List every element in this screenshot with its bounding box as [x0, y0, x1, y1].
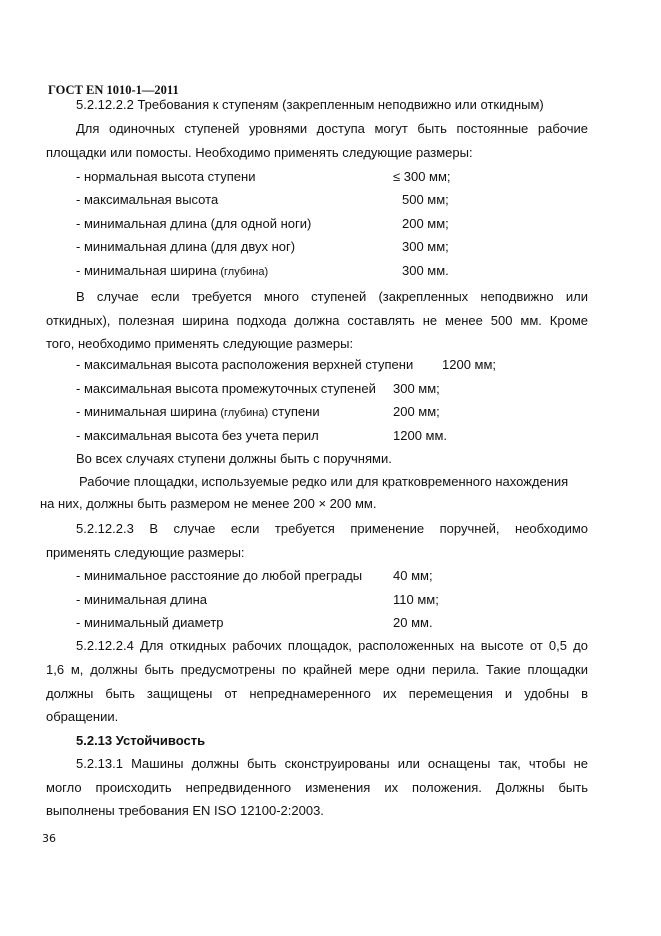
label-small-text: (глубина): [220, 266, 269, 278]
list-item-label: - минимальное расстояние до любой преграды: [76, 568, 363, 583]
paragraph-line: должны быть защищены от непреднамеренного их перемещения и удобны в: [46, 686, 588, 701]
list-item-value: 20 мм.: [393, 615, 433, 630]
list-item-value: 300 мм.: [402, 263, 449, 278]
list-item-value: 110 мм;: [393, 592, 439, 607]
paragraph-line: 5.2.12.2.3 В случае если требуется применение поручней, необходимо: [76, 521, 588, 536]
list-item-label: - минимальный диаметр: [76, 615, 224, 630]
list-item-value: 300 мм;: [402, 239, 449, 254]
list-item-value: 200 мм;: [402, 216, 449, 231]
label-text: - минимальная ширина: [76, 263, 221, 278]
list-item-value: 200 мм;: [393, 404, 440, 419]
paragraph-line: В случае если требуется много ступеней (закрепленных неподвижно или: [76, 289, 588, 304]
label-text: - минимальная ширина: [76, 404, 221, 419]
list-item-value: 300 мм;: [393, 381, 440, 396]
list-item-label: - нормальная высота ступени: [76, 169, 256, 184]
list-item-label: - максимальная высота промежуточных ступеней: [76, 381, 376, 396]
list-item-value: 500 мм;: [402, 192, 449, 207]
list-item-label: [76, 263, 268, 280]
paragraph-line: площадки или помосты. Необходимо применять следующие размеры:: [46, 145, 473, 160]
section-heading-5-2-12-2-2: 5.2.12.2.2 Требования к ступеням (закрепленным неподвижно или откидным): [76, 97, 544, 112]
list-item-value: 1200 мм.: [393, 428, 448, 443]
page-number: 36: [42, 832, 56, 845]
paragraph-line: откидных), полезная ширина подхода должна составлять не менее 500 мм. Кроме: [46, 313, 588, 328]
paragraph-line: 1,6 м, должны быть предусмотрены по крайней мере одни перила. Такие площадки: [46, 662, 588, 677]
paragraph-line: 5.2.13.1 Машины должны быть сконструированы или оснащены так, чтобы не: [76, 756, 588, 771]
list-item-value: 40 мм;: [393, 568, 433, 583]
paragraph-line: могло происходить непредвиденного изменения их положения. Должны быть: [46, 780, 588, 795]
list-item-label: - минимальная длина (для двух ног): [76, 239, 296, 254]
paragraph-line: того, необходимо применять следующие размеры:: [46, 336, 354, 351]
paragraph-line: выполнены требования EN ISO 12100-2:2003.: [46, 803, 324, 818]
list-item-value: 1200 мм;: [442, 357, 497, 372]
list-item-label: - минимальная длина (для одной ноги): [76, 216, 312, 231]
paragraph-line: на них, должны быть размером не менее 200 × 200 мм.: [40, 496, 377, 511]
paragraph-line: обращении.: [46, 709, 119, 724]
list-item-label: [76, 404, 320, 421]
section-heading-5-2-13: 5.2.13 Устойчивость: [76, 733, 206, 748]
paragraph-line: применять следующие размеры:: [46, 545, 245, 560]
document-header: ГОСТ EN 1010-1—2011: [48, 83, 179, 97]
list-item-label: - максимальная высота: [76, 192, 219, 207]
list-item-label: - минимальная длина: [76, 592, 208, 607]
list-item-label: - максимальная высота без учета перил: [76, 428, 319, 443]
paragraph-line: 5.2.12.2.4 Для откидных рабочих площадок, расположенных на высоте от 0,5 до: [76, 638, 588, 653]
paragraph-line: Во всех случаях ступени должны быть с поручнями.: [76, 451, 392, 466]
list-item-label: - максимальная высота расположения верхней ступени: [76, 357, 414, 372]
label-small-text: (глубина): [220, 407, 269, 419]
paragraph-line: Рабочие площадки, используемые редко или для кратковременного нахождения: [79, 474, 569, 489]
list-item-value: ≤ 300 мм;: [393, 169, 451, 184]
label-text: ступени: [268, 404, 320, 419]
paragraph-line: Для одиночных ступеней уровнями доступа могут быть постоянные рабочие: [76, 121, 588, 136]
